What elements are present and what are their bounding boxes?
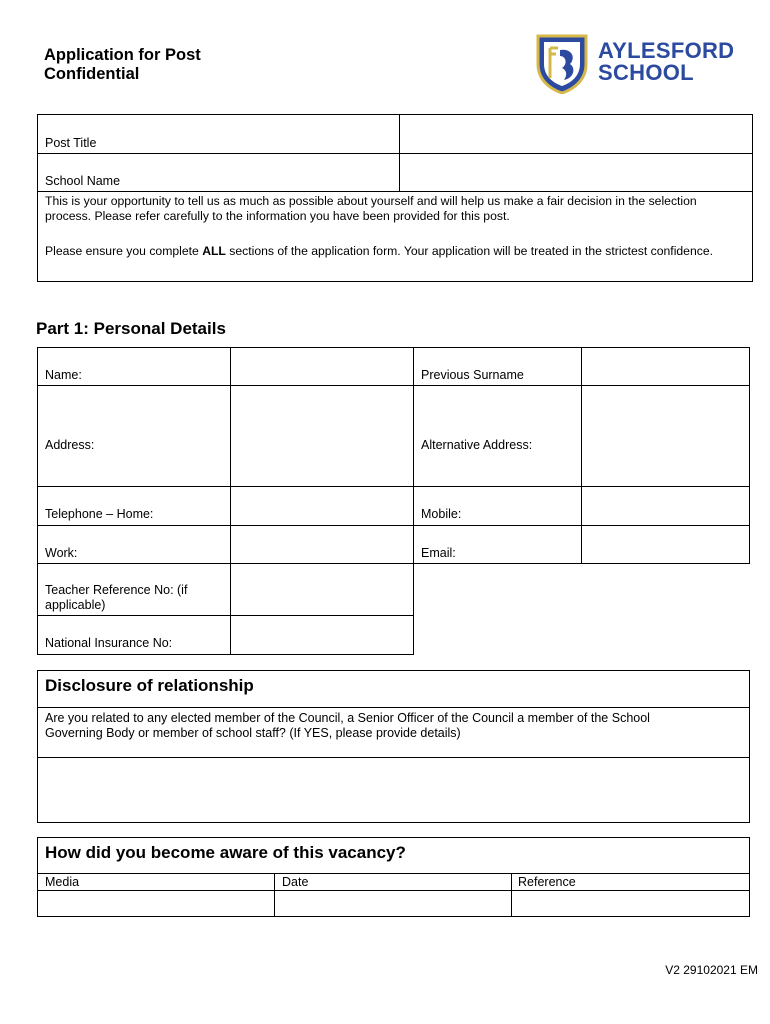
title-line-1: Application for Post	[44, 46, 201, 64]
email-label: Email:	[421, 546, 456, 560]
email-field[interactable]	[582, 526, 749, 563]
national-insurance-label: National Insurance No:	[45, 636, 173, 650]
logo-line-1: AYLESFORD	[598, 38, 735, 63]
work-field[interactable]	[231, 526, 413, 563]
telephone-home-field[interactable]	[231, 487, 413, 525]
teacher-reference-label: Teacher Reference No: (if applicable)	[45, 583, 188, 612]
disclosure-details-field[interactable]	[38, 758, 749, 822]
school-logo	[536, 34, 750, 96]
previous-surname-label: Previous Surname	[421, 368, 524, 382]
media-column-header: Media	[45, 875, 80, 889]
intro-p2-end: sections of the application form. Your application will be treated in the strictest confidence.	[225, 244, 713, 258]
post-title-label: Post Title	[45, 136, 97, 150]
intro-paragraph-1: This is your opportunity to tell us as much as possible about yourself and will help us make a fair decision in the selection process. Please refer carefully to the information you have been provided for this post.	[45, 194, 697, 223]
name-field[interactable]	[231, 348, 413, 385]
address-field[interactable]	[231, 386, 413, 486]
alternative-address-label: Alternative Address:	[421, 438, 533, 452]
mobile-field[interactable]	[582, 487, 749, 525]
shield-crest-icon	[536, 34, 588, 94]
school-name-label: School Name	[45, 174, 121, 188]
vacancy-heading: How did you become aware of this vacancy?	[45, 843, 406, 862]
name-label: Name:	[45, 368, 82, 382]
alternative-address-field[interactable]	[582, 386, 749, 486]
intro-p2-start: Please ensure you complete	[45, 244, 203, 258]
national-insurance-field[interactable]	[231, 616, 413, 654]
intro-paragraph-2	[45, 244, 735, 259]
work-label: Work:	[45, 546, 78, 560]
reference-field[interactable]	[512, 891, 749, 916]
date-column-header: Date	[282, 875, 309, 889]
school-name-field[interactable]	[400, 154, 752, 191]
logo-line-2: SCHOOL	[598, 60, 694, 85]
logo-wordmark	[598, 40, 734, 84]
disclosure-heading: Disclosure of relationship	[45, 676, 254, 695]
previous-surname-field[interactable]	[582, 348, 749, 385]
intro-p2-bold: ALL	[202, 244, 226, 258]
telephone-home-label: Telephone – Home:	[45, 507, 154, 521]
address-label: Address:	[45, 438, 95, 452]
media-field[interactable]	[38, 891, 274, 916]
date-field[interactable]	[275, 891, 511, 916]
version-footer: V2 29102021 EM	[665, 963, 758, 977]
disclosure-question: Are you related to any elected member of the Council, a Senior Officer of the Council a member of the School Governing Body or member of school staff? (If YES, please provide details)	[45, 711, 650, 740]
reference-column-header: Reference	[518, 875, 576, 889]
form-title	[44, 46, 201, 84]
teacher-reference-field[interactable]	[231, 564, 413, 615]
post-title-field[interactable]	[400, 115, 752, 153]
mobile-label: Mobile:	[421, 507, 462, 521]
personal-details-heading: Part 1: Personal Details	[36, 319, 226, 338]
title-line-2: Confidential	[44, 65, 140, 83]
